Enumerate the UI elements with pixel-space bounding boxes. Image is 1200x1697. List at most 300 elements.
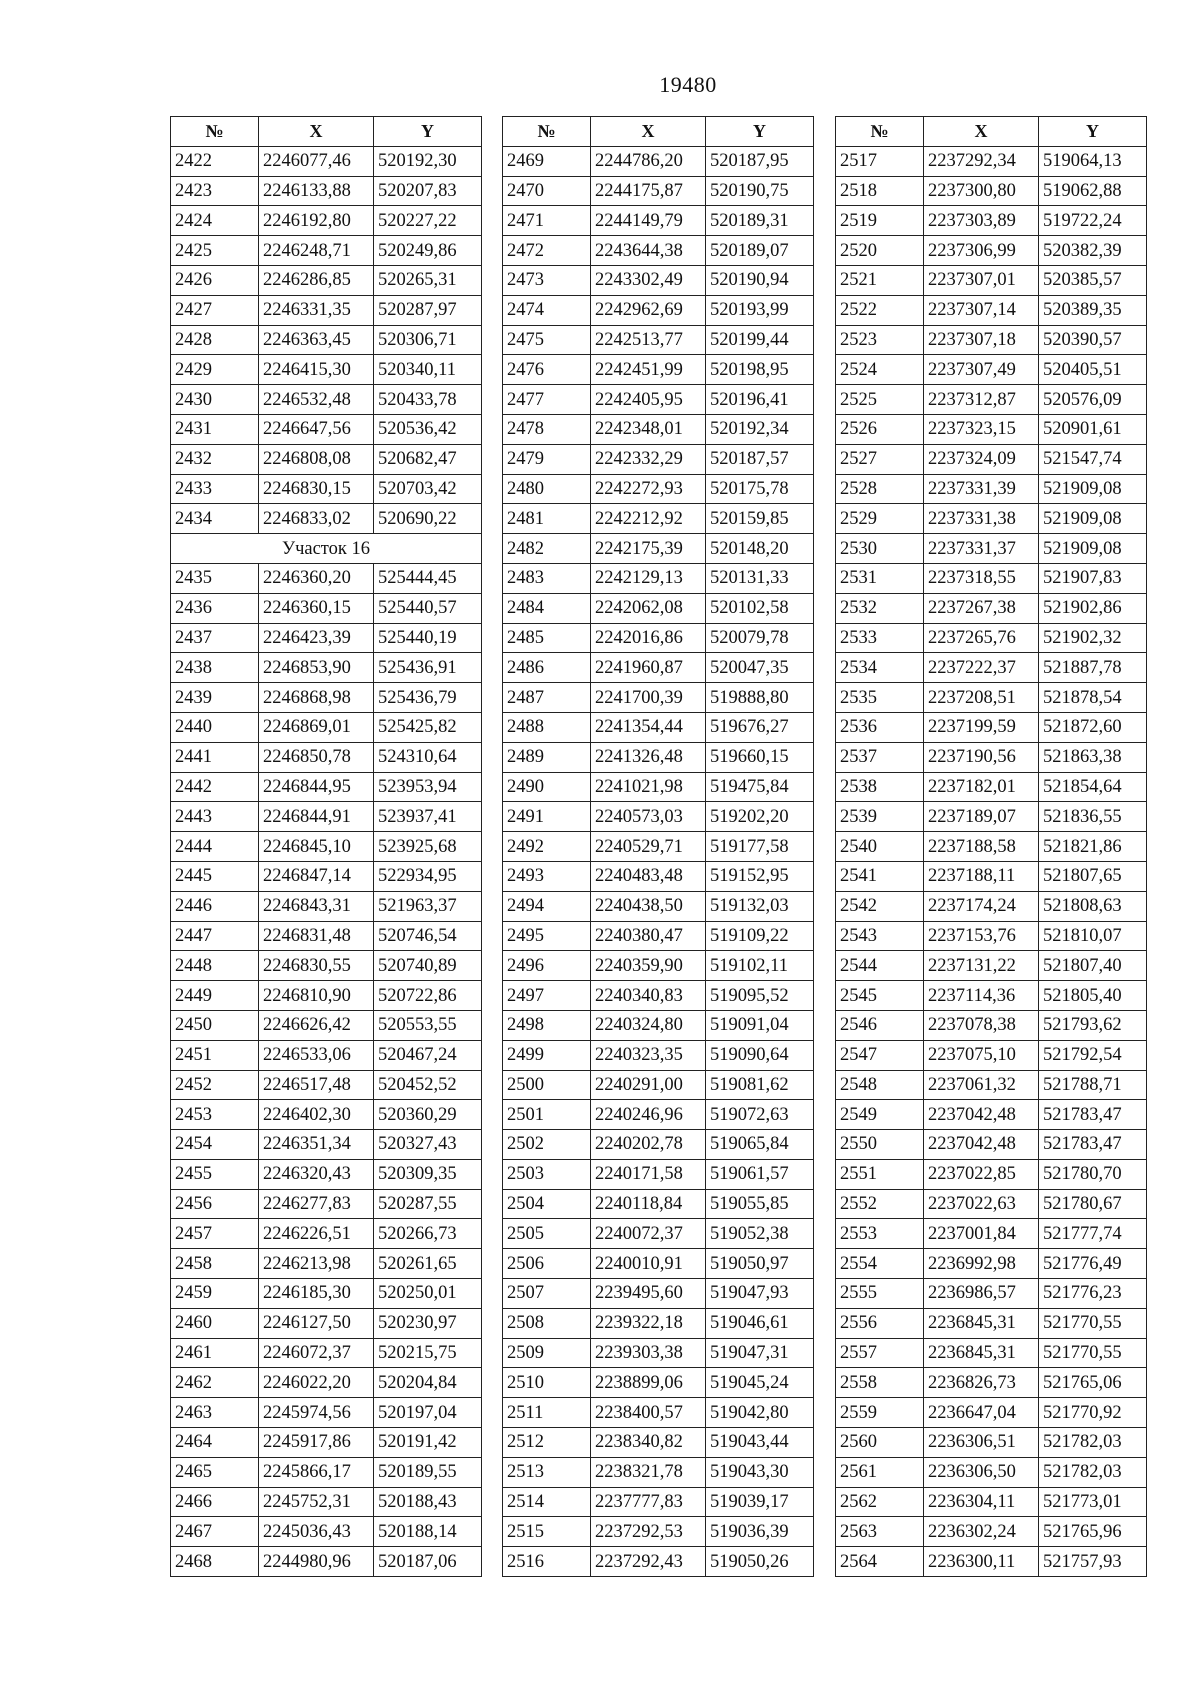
table-row [836,1547,1147,1577]
table-row [503,1279,814,1309]
cell-number: 2433 [171,474,259,504]
table-row [836,1308,1147,1338]
cell-x: 2246402,30 [259,1100,374,1130]
cell-x: 2242513,77 [591,325,706,355]
table-row [836,802,1147,832]
cell-y: 520360,29 [374,1100,482,1130]
table-row [836,981,1147,1011]
cell-x: 2238400,57 [591,1398,706,1428]
table-row [503,1517,814,1547]
table-row [171,1070,482,1100]
cell-x: 2241354,44 [591,712,706,742]
table-row [836,712,1147,742]
cell-x: 2246320,43 [259,1159,374,1189]
cell-number: 2469 [503,146,591,176]
cell-y: 519660,15 [706,742,814,772]
coordinates-table-3 [835,116,1147,1577]
cell-y: 519050,26 [706,1547,814,1577]
cell-number: 2514 [503,1487,591,1517]
cell-number: 2459 [171,1279,259,1309]
cell-y: 525425,82 [374,712,482,742]
cell-y: 520192,34 [706,414,814,444]
cell-number: 2471 [503,206,591,236]
table-row [836,176,1147,206]
cell-number: 2487 [503,683,591,713]
cell-y: 520188,14 [374,1517,482,1547]
cell-y: 520536,42 [374,414,482,444]
cell-number: 2523 [836,325,924,355]
cell-y: 521902,86 [1039,593,1147,623]
cell-number: 2454 [171,1130,259,1160]
cell-number: 2461 [171,1338,259,1368]
cell-y: 521805,40 [1039,981,1147,1011]
cell-number: 2531 [836,563,924,593]
cell-number: 2445 [171,861,259,891]
cell-number: 2457 [171,1219,259,1249]
cell-y: 519042,80 [706,1398,814,1428]
table-row [836,742,1147,772]
cell-x: 2236986,57 [924,1279,1039,1309]
table-row [836,534,1147,564]
cell-y: 519064,13 [1039,146,1147,176]
cell-number: 2452 [171,1070,259,1100]
cell-x: 2237331,39 [924,474,1039,504]
cell-y: 520079,78 [706,623,814,653]
cell-number: 2485 [503,623,591,653]
cell-x: 2240202,78 [591,1130,706,1160]
table-row [836,683,1147,713]
table-header-row [503,117,814,147]
table-row [503,534,814,564]
cell-number: 2470 [503,176,591,206]
cell-number: 2493 [503,861,591,891]
cell-number: 2448 [171,951,259,981]
table-row [503,1308,814,1338]
cell-number: 2505 [503,1219,591,1249]
table-row [171,712,482,742]
table-row [836,1457,1147,1487]
cell-number: 2535 [836,683,924,713]
cell-y: 521863,38 [1039,742,1147,772]
cell-number: 2478 [503,414,591,444]
cell-number: 2513 [503,1457,591,1487]
cell-number: 2438 [171,653,259,683]
table-row [836,1100,1147,1130]
cell-y: 521878,54 [1039,683,1147,713]
table-row [171,1487,482,1517]
cell-y: 520189,07 [706,236,814,266]
cell-x: 2242348,01 [591,414,706,444]
cell-number: 2512 [503,1428,591,1458]
cell-y: 519047,93 [706,1279,814,1309]
cell-y: 521836,55 [1039,802,1147,832]
cell-y: 521770,55 [1039,1308,1147,1338]
cell-y: 520385,57 [1039,265,1147,295]
cell-number: 2484 [503,593,591,623]
coordinates-table-2 [502,116,814,1577]
cell-x: 2237208,51 [924,683,1039,713]
cell-y: 520467,24 [374,1040,482,1070]
cell-x: 2236647,04 [924,1398,1039,1428]
cell-y: 521808,63 [1039,891,1147,921]
cell-x: 2237075,10 [924,1040,1039,1070]
cell-number: 2539 [836,802,924,832]
cell-x: 2245866,17 [259,1457,374,1487]
cell-y: 520901,61 [1039,414,1147,444]
cell-y: 520102,58 [706,593,814,623]
cell-y: 521788,71 [1039,1070,1147,1100]
cell-number: 2562 [836,1487,924,1517]
cell-y: 520249,86 [374,236,482,266]
column-header-x: X [259,117,374,147]
cell-y: 521765,06 [1039,1368,1147,1398]
cell-x: 2246415,30 [259,355,374,385]
table-row [503,1219,814,1249]
table-row [171,1010,482,1040]
cell-y: 525436,91 [374,653,482,683]
column-header-number: № [171,117,259,147]
cell-y: 520193,99 [706,295,814,325]
cell-x: 2237042,48 [924,1130,1039,1160]
cell-number: 2553 [836,1219,924,1249]
cell-y: 520191,42 [374,1428,482,1458]
table-row [171,653,482,683]
table-row [171,1517,482,1547]
cell-x: 2237307,01 [924,265,1039,295]
cell-y: 521773,01 [1039,1487,1147,1517]
cell-number: 2527 [836,444,924,474]
cell-number: 2544 [836,951,924,981]
cell-x: 2246532,48 [259,385,374,415]
table-row [503,474,814,504]
cell-x: 2236304,11 [924,1487,1039,1517]
table-row [836,1487,1147,1517]
cell-x: 2242332,29 [591,444,706,474]
cell-y: 520261,65 [374,1249,482,1279]
cell-y: 520204,84 [374,1368,482,1398]
cell-number: 2561 [836,1457,924,1487]
cell-x: 2246626,42 [259,1010,374,1040]
cell-y: 520187,95 [706,146,814,176]
cell-y: 519888,80 [706,683,814,713]
table-row [836,146,1147,176]
table-row [171,1279,482,1309]
cell-x: 2246853,90 [259,653,374,683]
cell-y: 520405,51 [1039,355,1147,385]
table-row [503,1338,814,1368]
table-row [503,712,814,742]
cell-y: 525444,45 [374,563,482,593]
table-row [836,891,1147,921]
cell-x: 2240171,58 [591,1159,706,1189]
cell-y: 520188,43 [374,1487,482,1517]
cell-y: 521783,47 [1039,1100,1147,1130]
cell-x: 2246844,91 [259,802,374,832]
table-row [503,1398,814,1428]
cell-number: 2458 [171,1249,259,1279]
cell-number: 2451 [171,1040,259,1070]
cell-number: 2440 [171,712,259,742]
cell-x: 2246810,90 [259,981,374,1011]
cell-number: 2507 [503,1279,591,1309]
cell-x: 2240072,37 [591,1219,706,1249]
cell-y: 525440,19 [374,623,482,653]
cell-number: 2546 [836,1010,924,1040]
cell-x: 2242962,69 [591,295,706,325]
cell-x: 2246868,98 [259,683,374,713]
cell-number: 2441 [171,742,259,772]
cell-number: 2424 [171,206,259,236]
table-row [503,653,814,683]
cell-number: 2467 [171,1517,259,1547]
cell-y: 523953,94 [374,772,482,802]
cell-x: 2246022,20 [259,1368,374,1398]
table-row [503,325,814,355]
cell-x: 2246363,45 [259,325,374,355]
cell-x: 2237114,36 [924,981,1039,1011]
cell-x: 2246248,71 [259,236,374,266]
column-header-y: Y [1039,117,1147,147]
table-row [503,146,814,176]
table-header-row [171,117,482,147]
table-row [503,355,814,385]
table-row [503,1070,814,1100]
table-row [503,1487,814,1517]
table-row [503,1040,814,1070]
cell-y: 519102,11 [706,951,814,981]
cell-y: 519152,95 [706,861,814,891]
cell-x: 2244980,96 [259,1547,374,1577]
table-row [171,1368,482,1398]
cell-number: 2476 [503,355,591,385]
cell-x: 2237042,48 [924,1100,1039,1130]
cell-y: 519047,31 [706,1338,814,1368]
cell-x: 2246808,08 [259,444,374,474]
cell-x: 2242272,93 [591,474,706,504]
table-row [503,265,814,295]
cell-x: 2237222,37 [924,653,1039,683]
cell-x: 2246277,83 [259,1189,374,1219]
cell-y: 520287,97 [374,295,482,325]
table-row [171,563,482,593]
cell-y: 520197,04 [374,1398,482,1428]
cell-x: 2237190,56 [924,742,1039,772]
page-number: 19480 [659,72,717,97]
cell-x: 2240483,48 [591,861,706,891]
cell-number: 2432 [171,444,259,474]
cell-y: 519091,04 [706,1010,814,1040]
cell-x: 2237199,59 [924,712,1039,742]
table-row [171,1547,482,1577]
cell-number: 2474 [503,295,591,325]
cell-number: 2533 [836,623,924,653]
table-row [836,1338,1147,1368]
cell-x: 2246847,14 [259,861,374,891]
cell-x: 2237188,58 [924,832,1039,862]
cell-number: 2564 [836,1547,924,1577]
table-row [171,355,482,385]
cell-x: 2236992,98 [924,1249,1039,1279]
cell-x: 2237265,76 [924,623,1039,653]
cell-number: 2501 [503,1100,591,1130]
cell-y: 521887,78 [1039,653,1147,683]
cell-y: 521783,47 [1039,1130,1147,1160]
cell-x: 2237174,24 [924,891,1039,921]
cell-number: 2439 [171,683,259,713]
cell-y: 519036,39 [706,1517,814,1547]
table-row [171,206,482,236]
cell-x: 2246360,15 [259,593,374,623]
cell-number: 2482 [503,534,591,564]
cell-y: 520187,06 [374,1547,482,1577]
cell-y: 519046,61 [706,1308,814,1338]
cell-y: 520159,85 [706,504,814,534]
cell-x: 2241700,39 [591,683,706,713]
table-row [171,414,482,444]
table-row [171,474,482,504]
cell-x: 2245917,86 [259,1428,374,1458]
cell-x: 2240323,35 [591,1040,706,1070]
table-row [171,146,482,176]
cell-x: 2240529,71 [591,832,706,862]
cell-x: 2237292,53 [591,1517,706,1547]
cell-number: 2473 [503,265,591,295]
cell-number: 2498 [503,1010,591,1040]
cell-y: 525440,57 [374,593,482,623]
table-row [171,772,482,802]
cell-x: 2238899,06 [591,1368,706,1398]
cell-x: 2237300,80 [924,176,1039,206]
table-row [503,1159,814,1189]
cell-y: 521782,03 [1039,1457,1147,1487]
table-row [171,1159,482,1189]
cell-number: 2468 [171,1547,259,1577]
cell-number: 2429 [171,355,259,385]
cell-number: 2464 [171,1428,259,1458]
cell-number: 2422 [171,146,259,176]
table-row [503,1428,814,1458]
cell-x: 2246869,01 [259,712,374,742]
cell-y: 520740,89 [374,951,482,981]
cell-number: 2492 [503,832,591,862]
cell-number: 2502 [503,1130,591,1160]
cell-number: 2489 [503,742,591,772]
table-row [836,951,1147,981]
cell-number: 2480 [503,474,591,504]
cell-x: 2244149,79 [591,206,706,236]
cell-number: 2521 [836,265,924,295]
cell-number: 2444 [171,832,259,862]
table-row [836,1159,1147,1189]
cell-y: 520306,71 [374,325,482,355]
cell-number: 2504 [503,1189,591,1219]
cell-y: 520190,75 [706,176,814,206]
cell-y: 522934,95 [374,861,482,891]
cell-x: 2237306,99 [924,236,1039,266]
cell-x: 2240573,03 [591,802,706,832]
table-row [503,295,814,325]
cell-x: 2246844,95 [259,772,374,802]
cell-x: 2246360,20 [259,563,374,593]
cell-y: 519722,24 [1039,206,1147,236]
cell-y: 521963,37 [374,891,482,921]
table-row [836,1368,1147,1398]
cell-x: 2237307,14 [924,295,1039,325]
table-row [836,593,1147,623]
cell-x: 2237022,85 [924,1159,1039,1189]
cell-x: 2237324,09 [924,444,1039,474]
cell-number: 2425 [171,236,259,266]
cell-x: 2241326,48 [591,742,706,772]
cell-number: 2522 [836,295,924,325]
cell-x: 2237078,38 [924,1010,1039,1040]
cell-y: 520703,42 [374,474,482,504]
table-row [503,742,814,772]
cell-number: 2453 [171,1100,259,1130]
cell-x: 2237307,18 [924,325,1039,355]
table-row [836,563,1147,593]
table-row [836,414,1147,444]
cell-y: 520340,11 [374,355,482,385]
cell-y: 520175,78 [706,474,814,504]
cell-number: 2545 [836,981,924,1011]
cell-number: 2483 [503,563,591,593]
cell-y: 520207,83 [374,176,482,206]
cell-number: 2526 [836,414,924,444]
cell-x: 2246517,48 [259,1070,374,1100]
cell-number: 2503 [503,1159,591,1189]
cell-number: 2456 [171,1189,259,1219]
table-row [836,236,1147,266]
cell-x: 2237331,38 [924,504,1039,534]
cell-number: 2443 [171,802,259,832]
cell-x: 2246845,10 [259,832,374,862]
cell-x: 2237292,34 [924,146,1039,176]
cell-y: 521780,67 [1039,1189,1147,1219]
table-row [171,891,482,921]
cell-x: 2246850,78 [259,742,374,772]
table-row [171,295,482,325]
cell-y: 521810,07 [1039,921,1147,951]
table-row [171,1249,482,1279]
cell-y: 520682,47 [374,444,482,474]
cell-y: 521792,54 [1039,1040,1147,1070]
cell-x: 2241021,98 [591,772,706,802]
cell-number: 2426 [171,265,259,295]
cell-x: 2245974,56 [259,1398,374,1428]
cell-x: 2246286,85 [259,265,374,295]
cell-number: 2532 [836,593,924,623]
cell-y: 520690,22 [374,504,482,534]
table-row [836,1249,1147,1279]
section-label: Участок 16 [171,534,482,564]
cell-x: 2246213,98 [259,1249,374,1279]
cell-y: 519050,97 [706,1249,814,1279]
table-row [171,1100,482,1130]
cell-x: 2246423,39 [259,623,374,653]
table-row [503,1547,814,1577]
cell-y: 520265,31 [374,265,482,295]
cell-x: 2237061,32 [924,1070,1039,1100]
cell-y: 519039,17 [706,1487,814,1517]
cell-y: 520189,55 [374,1457,482,1487]
cell-number: 2518 [836,176,924,206]
cell-y: 519043,44 [706,1428,814,1458]
cell-x: 2246226,51 [259,1219,374,1249]
table-row [171,683,482,713]
cell-x: 2236826,73 [924,1368,1039,1398]
cell-y: 520553,55 [374,1010,482,1040]
